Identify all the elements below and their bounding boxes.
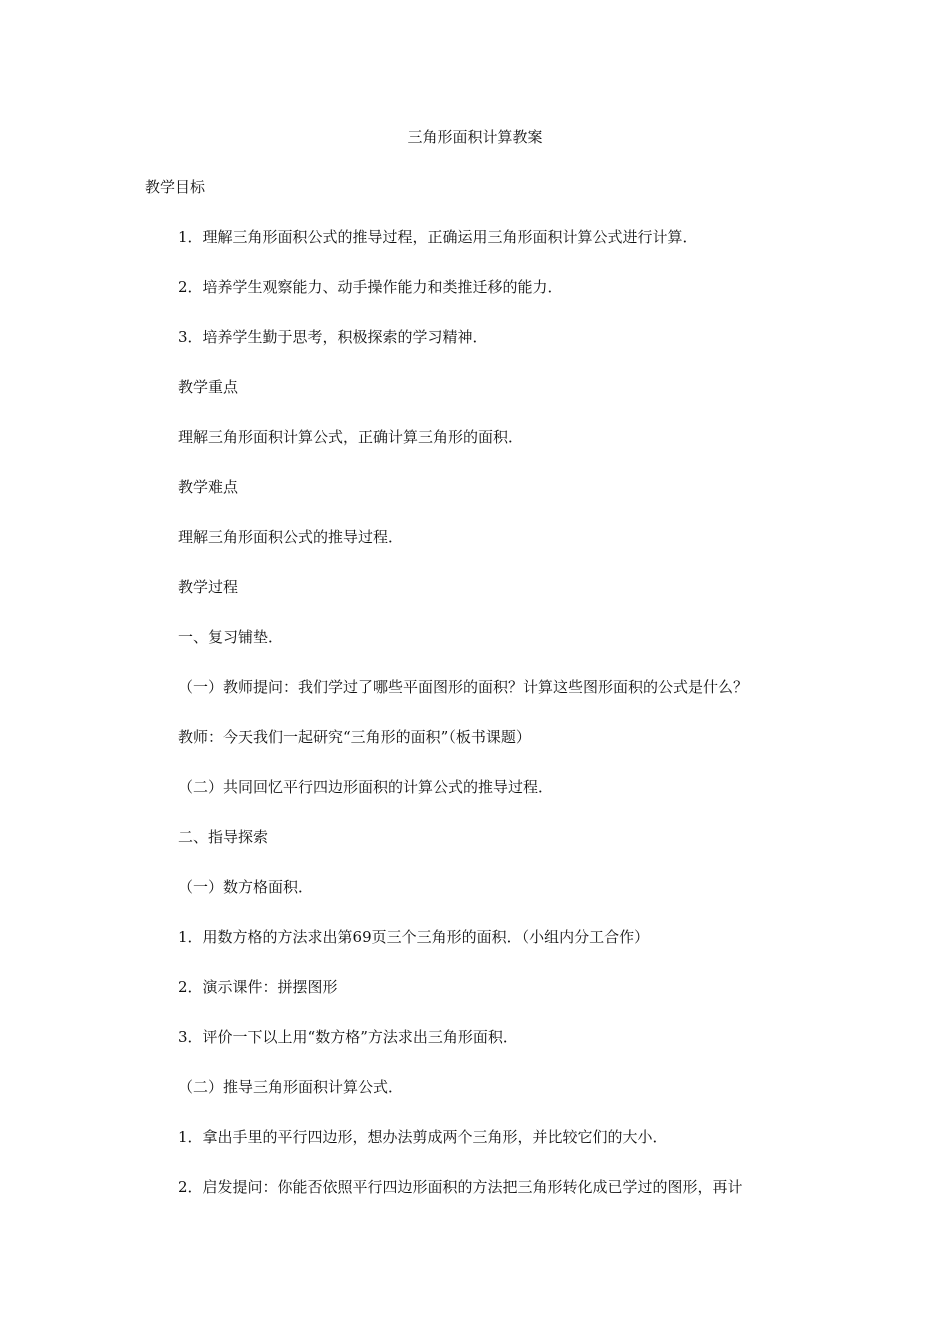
section-heading-difficulty: 教学难点 [178,478,239,496]
key-point-text: 理解三角形面积计算公式，正确计算三角形的面积． [178,428,524,446]
process-paragraph: （一）教师提问：我们学过了哪些平面图形的面积？计算这些图形面积的公式是什么？ [178,678,749,696]
process-paragraph: （一）数方格面积． [178,878,314,896]
section-heading-objectives: 教学目标 [145,178,206,196]
process-step-review: 一、复习铺垫． [178,628,284,646]
process-paragraph: 教师：今天我们一起研究“三角形的面积”（板书课题） [178,728,531,746]
difficulty-text: 理解三角形面积公式的推导过程． [178,528,404,546]
objective-item-1: 1．理解三角形面积公式的推导过程，正确运用三角形面积计算公式进行计算． [178,228,698,246]
section-heading-process: 教学过程 [178,578,239,596]
process-paragraph: 3．评价一下以上用“数方格”方法求出三角形面积． [178,1028,518,1046]
process-paragraph: 2．启发提问：你能否依照平行四边形面积的方法把三角形转化成已学过的图形，再计 [178,1178,743,1196]
objective-item-2: 2．培养学生观察能力、动手操作能力和类推迁移的能力． [178,278,563,296]
process-step-explore: 二、指导探索 [178,828,269,846]
process-paragraph: （二）推导三角形面积计算公式． [178,1078,404,1096]
section-heading-key-point: 教学重点 [178,378,239,396]
objective-item-3: 3．培养学生勤于思考，积极探索的学习精神． [178,328,488,346]
process-paragraph: 1．拿出手里的平行四边形，想办法剪成两个三角形，并比较它们的大小． [178,1128,668,1146]
document-title: 三角形面积计算教案 [407,128,543,146]
process-paragraph: 1．用数方格的方法求出第69页三个三角形的面积．（小组内分工合作） [178,928,650,946]
process-paragraph: 2．演示课件：拼摆图形 [178,978,338,996]
process-paragraph: （二）共同回忆平行四边形面积的计算公式的推导过程． [178,778,554,796]
